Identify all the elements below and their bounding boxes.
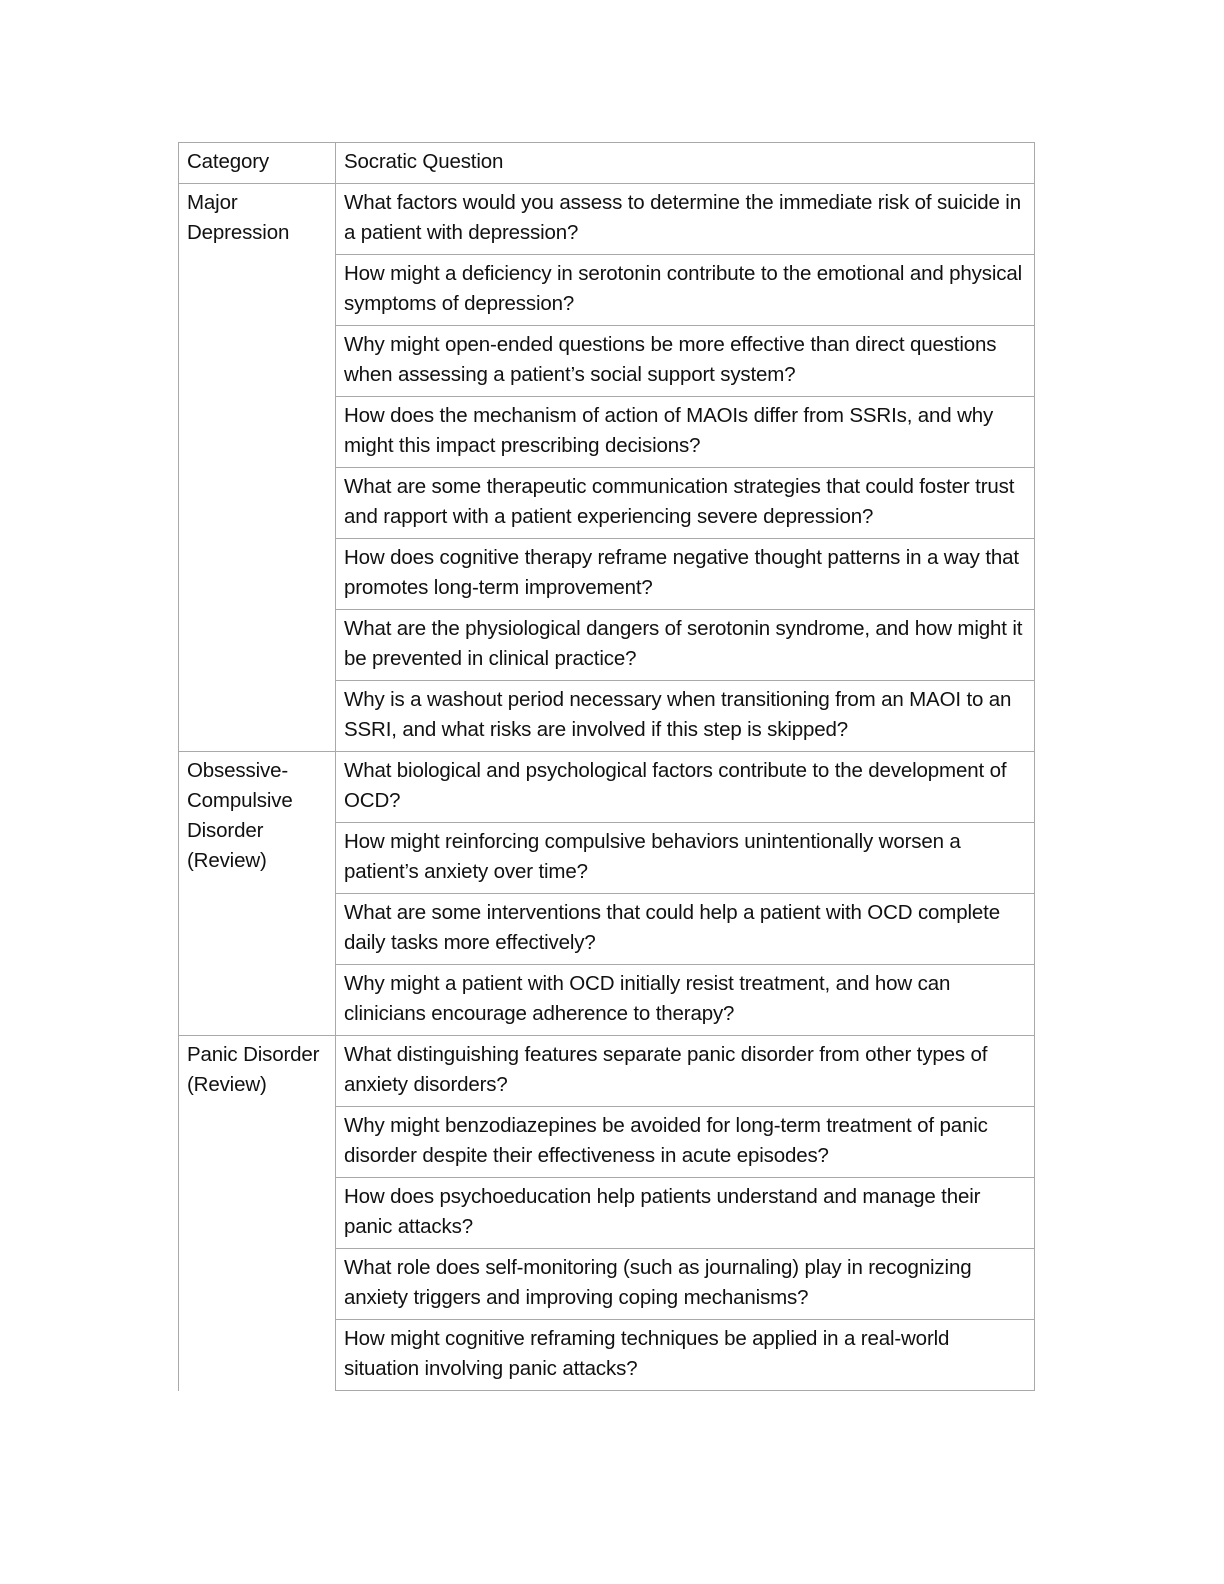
question-cell: What are some interventions that could help a patient with OCD complete daily tasks more effectively? (336, 894, 1035, 965)
category-cell: Panic Disorder (Review) (179, 1036, 336, 1391)
socratic-questions-table (178, 142, 1035, 1391)
question-cell: What are some therapeutic communication strategies that could foster trust and rapport with a patient experiencing severe depression? (336, 468, 1035, 539)
question-cell: What biological and psychological factors contribute to the development of OCD? (336, 752, 1035, 823)
category-cell: Obsessive-Compulsive Disorder (Review) (179, 752, 336, 1036)
category-cell: Major Depression (179, 184, 336, 752)
table-body (179, 143, 1035, 1391)
question-cell: What distinguishing features separate panic disorder from other types of anxiety disorders? (336, 1036, 1035, 1107)
question-cell: Why might a patient with OCD initially resist treatment, and how can clinicians encourage adherence to therapy? (336, 965, 1035, 1036)
question-cell: What are the physiological dangers of serotonin syndrome, and how might it be prevented in clinical practice? (336, 610, 1035, 681)
question-cell: How might cognitive reframing techniques be applied in a real-world situation involving panic attacks? (336, 1320, 1035, 1391)
header-category: Category (179, 143, 336, 184)
question-cell: Why is a washout period necessary when transitioning from an MAOI to an SSRI, and what risks are involved if this step is skipped? (336, 681, 1035, 752)
table-row (179, 184, 1035, 255)
question-cell: What role does self-monitoring (such as journaling) play in recognizing anxiety triggers and improving coping mechanisms? (336, 1249, 1035, 1320)
question-cell: How might reinforcing compulsive behaviors unintentionally worsen a patient’s anxiety over time? (336, 823, 1035, 894)
question-cell: How might a deficiency in serotonin contribute to the emotional and physical symptoms of depression? (336, 255, 1035, 326)
question-cell: Why might benzodiazepines be avoided for long-term treatment of panic disorder despite their effectiveness in acute episodes? (336, 1107, 1035, 1178)
question-cell: What factors would you assess to determine the immediate risk of suicide in a patient with depression? (336, 184, 1035, 255)
question-cell: How does the mechanism of action of MAOIs differ from SSRIs, and why might this impact prescribing decisions? (336, 397, 1035, 468)
table-row (179, 752, 1035, 823)
header-socratic-question: Socratic Question (336, 143, 1035, 184)
question-cell: Why might open-ended questions be more effective than direct questions when assessing a patient’s social support system? (336, 326, 1035, 397)
question-cell: How does psychoeducation help patients understand and manage their panic attacks? (336, 1178, 1035, 1249)
table-row (179, 1036, 1035, 1107)
table-header-row (179, 143, 1035, 184)
question-cell: How does cognitive therapy reframe negative thought patterns in a way that promotes long-term improvement? (336, 539, 1035, 610)
